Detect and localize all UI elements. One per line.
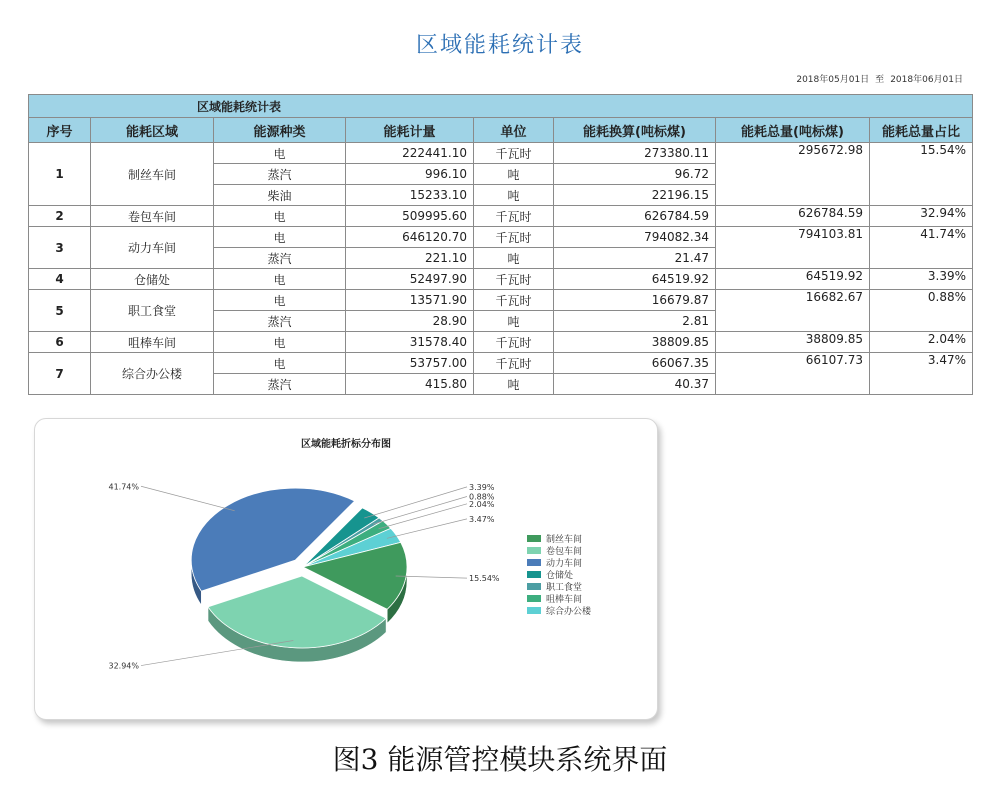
cell-area: 咀棒车间 (91, 332, 214, 353)
cell-area: 卷包车间 (91, 206, 214, 227)
cell-unit: 千瓦时 (474, 143, 554, 164)
cell-energy-type: 电 (214, 206, 346, 227)
cell-total: 16682.67 (716, 290, 870, 332)
cell-unit: 吨 (474, 185, 554, 206)
pie-chart (35, 419, 657, 719)
legend-label: 职工食堂 (546, 583, 583, 593)
cell-energy-type: 电 (214, 290, 346, 311)
cell-area: 制丝车间 (91, 143, 214, 206)
cell-amount: 28.90 (346, 311, 474, 332)
header-total: 能耗总量(吨标煤) (716, 118, 870, 143)
leader-line (379, 504, 467, 529)
cell-area: 仓储处 (91, 269, 214, 290)
legend-label: 卷包车间 (546, 547, 583, 557)
cell-converted: 22196.15 (554, 185, 716, 206)
cell-share: 0.88% (870, 290, 973, 332)
table-row (29, 227, 973, 248)
cell-amount: 52497.90 (346, 269, 474, 290)
cell-share: 41.74% (870, 227, 973, 269)
cell-converted: 2.81 (554, 311, 716, 332)
data-label: 0.88% (469, 492, 495, 502)
table-row (29, 332, 973, 353)
header-converted: 能耗换算(吨标煤) (554, 118, 716, 143)
header-energy-type: 能源种类 (214, 118, 346, 143)
legend-swatch (527, 547, 541, 554)
table-body (29, 143, 973, 395)
leader-line (373, 497, 467, 525)
cell-converted: 794082.34 (554, 227, 716, 248)
cell-converted: 66067.35 (554, 353, 716, 374)
table-header-row (29, 118, 973, 143)
cell-converted: 38809.85 (554, 332, 716, 353)
pie-slices (191, 488, 407, 662)
table-caption-row (29, 95, 973, 118)
cell-energy-type: 蒸汽 (214, 311, 346, 332)
cell-amount: 415.80 (346, 374, 474, 395)
cell-converted: 40.37 (554, 374, 716, 395)
cell-amount: 13571.90 (346, 290, 474, 311)
cell-total: 794103.81 (716, 227, 870, 269)
legend-label: 综合办公楼 (546, 607, 592, 617)
legend-label: 制丝车间 (546, 535, 583, 545)
legend-label: 动力车间 (546, 559, 583, 569)
cell-energy-type: 蒸汽 (214, 248, 346, 269)
date-to: 2018年06月01日 (890, 75, 963, 85)
cell-amount: 31578.40 (346, 332, 474, 353)
cell-index: 2 (29, 206, 91, 227)
cell-amount: 646120.70 (346, 227, 474, 248)
cell-energy-type: 电 (214, 353, 346, 374)
cell-index: 7 (29, 353, 91, 395)
data-label: 3.47% (469, 514, 495, 524)
cell-unit: 千瓦时 (474, 227, 554, 248)
cell-share: 15.54% (870, 143, 973, 206)
cell-energy-type: 蒸汽 (214, 374, 346, 395)
cell-unit: 吨 (474, 248, 554, 269)
cell-amount: 996.10 (346, 164, 474, 185)
cell-energy-type: 电 (214, 332, 346, 353)
cell-amount: 509995.60 (346, 206, 474, 227)
cell-share: 2.04% (870, 332, 973, 353)
cell-converted: 16679.87 (554, 290, 716, 311)
data-label: 3.39% (469, 482, 495, 492)
leader-line (387, 519, 467, 538)
page-title: 区域能耗统计表 (415, 33, 584, 58)
cell-energy-type: 电 (214, 143, 346, 164)
table-caption: 区域能耗统计表 (29, 95, 973, 118)
data-label: 41.74% (108, 482, 139, 492)
cell-index: 3 (29, 227, 91, 269)
cell-total: 295672.98 (716, 143, 870, 206)
table-row (29, 143, 973, 164)
cell-index: 6 (29, 332, 91, 353)
table-row (29, 290, 973, 311)
cell-total: 66107.73 (716, 353, 870, 395)
cell-total: 626784.59 (716, 206, 870, 227)
chart-panel (34, 418, 658, 720)
cell-total: 38809.85 (716, 332, 870, 353)
table-row (29, 269, 973, 290)
leader-line (364, 487, 467, 518)
date-range (793, 72, 966, 85)
figure-caption: 图3 能源管控模块系统界面 (332, 743, 668, 776)
cell-amount: 15233.10 (346, 185, 474, 206)
cell-area: 综合办公楼 (91, 353, 214, 395)
cell-unit: 千瓦时 (474, 332, 554, 353)
header-unit: 单位 (474, 118, 554, 143)
header-area: 能耗区域 (91, 118, 214, 143)
energy-statistics-table (28, 94, 973, 395)
date-from: 2018年05月01日 (796, 75, 870, 85)
cell-energy-type: 柴油 (214, 185, 346, 206)
cell-unit: 千瓦时 (474, 206, 554, 227)
cell-unit: 吨 (474, 311, 554, 332)
data-label: 32.94% (108, 661, 139, 671)
legend-swatch (527, 571, 541, 578)
leader-line (141, 486, 235, 510)
cell-converted: 21.47 (554, 248, 716, 269)
date-separator: 至 (875, 75, 885, 85)
chart-title: 区域能耗折标分布图 (301, 439, 391, 450)
legend-label: 咀棒车间 (546, 595, 583, 605)
cell-amount: 222441.10 (346, 143, 474, 164)
header-amount: 能耗计量 (346, 118, 474, 143)
cell-total: 64519.92 (716, 269, 870, 290)
legend-swatch (527, 607, 541, 614)
cell-converted: 273380.11 (554, 143, 716, 164)
table-row (29, 206, 973, 227)
header-share: 能耗总量占比 (870, 118, 973, 143)
cell-energy-type: 电 (214, 227, 346, 248)
cell-area: 职工食堂 (91, 290, 214, 332)
cell-index: 5 (29, 290, 91, 332)
cell-unit: 吨 (474, 164, 554, 185)
cell-unit: 千瓦时 (474, 290, 554, 311)
data-label: 15.54% (469, 574, 500, 584)
cell-share: 3.47% (870, 353, 973, 395)
legend-swatch (527, 559, 541, 566)
header-index: 序号 (29, 118, 91, 143)
cell-unit: 千瓦时 (474, 353, 554, 374)
cell-energy-type: 蒸汽 (214, 164, 346, 185)
cell-share: 3.39% (870, 269, 973, 290)
cell-converted: 96.72 (554, 164, 716, 185)
cell-index: 4 (29, 269, 91, 290)
legend-swatch (527, 535, 541, 542)
cell-area: 动力车间 (91, 227, 214, 269)
cell-share: 32.94% (870, 206, 973, 227)
cell-converted: 626784.59 (554, 206, 716, 227)
chart-legend (527, 533, 592, 617)
cell-energy-type: 电 (214, 269, 346, 290)
cell-converted: 64519.92 (554, 269, 716, 290)
cell-unit: 吨 (474, 374, 554, 395)
legend-label: 仓储处 (546, 571, 574, 581)
table-row (29, 353, 973, 374)
data-label: 2.04% (469, 499, 495, 509)
cell-unit: 千瓦时 (474, 269, 554, 290)
cell-amount: 53757.00 (346, 353, 474, 374)
cell-amount: 221.10 (346, 248, 474, 269)
cell-index: 1 (29, 143, 91, 206)
legend-swatch (527, 583, 541, 590)
legend-swatch (527, 595, 541, 602)
